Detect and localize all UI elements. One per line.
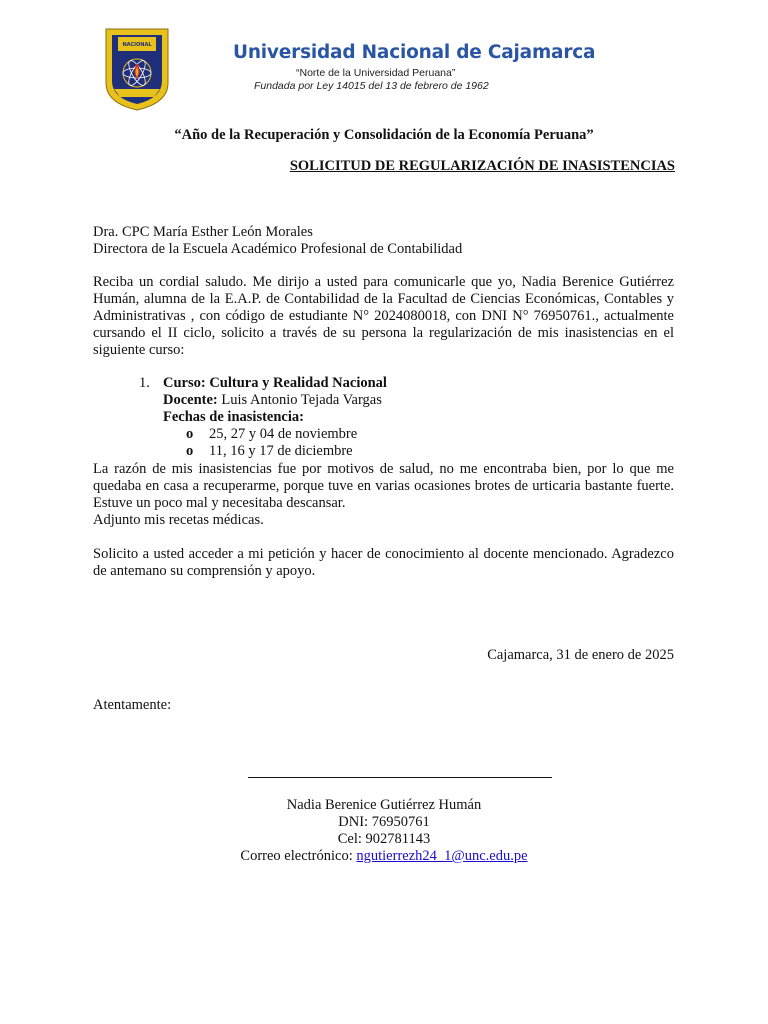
bullet-icon: o — [186, 443, 194, 459]
date-line: Cajamarca, 31 de enero de 2025 — [487, 647, 674, 663]
teacher-label: Docente: — [163, 392, 218, 408]
university-motto: “Norte de la Universidad Peruana” — [296, 67, 456, 79]
signer-name: Nadia Berenice Gutiérrez Humán — [286, 797, 482, 813]
logo-text-right: DE CAJAMARCA — [163, 59, 168, 87]
course-number: 1. — [139, 375, 150, 391]
course-name: Curso: Cultura y Realidad Nacional — [163, 375, 387, 391]
signer-phone: Cel: 902781143 — [337, 831, 431, 847]
absence-date-item: 11, 16 y 17 de diciembre — [209, 443, 353, 459]
logo-text-left: UNIVERSIDAD — [108, 60, 113, 86]
dates-label: Fechas de inasistencia: — [163, 409, 304, 425]
logo-text-top: NACIONAL — [122, 42, 152, 48]
teacher-line — [163, 392, 387, 409]
teacher-name: Luis Antonio Tejada Vargas — [217, 392, 382, 408]
university-name: Universidad Nacional de Cajamarca — [233, 42, 596, 63]
year-title: “Año de la Recuperación y Consolidación de la Economía Peruana” — [174, 127, 594, 143]
signature-line — [248, 777, 552, 778]
recipient-block — [93, 224, 674, 258]
document-title: SOLICITUD DE REGULARIZACIÓN DE INASISTENCIAS — [289, 158, 675, 174]
farewell: Atentamente: — [93, 697, 172, 713]
signer-dni: DNI: 76950761 — [338, 814, 430, 830]
university-logo — [104, 27, 170, 111]
recipient-name: Dra. CPC María Esther León Morales — [93, 224, 313, 240]
closing-paragraph: Solicito a usted acceder a mi petición y hacer de conocimiento al docente mencionado. Agradezco de antemano su comprensión y apoyo. — [93, 546, 674, 579]
email-label: Correo electrónico: — [240, 848, 357, 864]
reason-paragraph: La razón de mis inasistencias fue por motivos de salud, no me encontraba bien, por lo que me quedaba en casa a recuperarme, porque tuve en varias ocasiones brotes de urticaria bastante fuerte. Estuve un poco mal y necesitaba descansar. — [93, 461, 674, 511]
signer-email-line — [0, 848, 768, 865]
attachment-line: Adjunto mis recetas médicas. — [93, 512, 264, 528]
absence-date-item: 25, 27 y 04 de noviembre — [209, 426, 358, 442]
signature-block — [0, 797, 768, 865]
intro-paragraph: Reciba un cordial saludo. Me dirijo a usted para comunicarle que yo, Nadia Berenice Gutiérrez Humán, alumna de la E.A.P. de Contabilidad de la Facultad de Ciencias Económicas, Contables y Administrativas , con código de estudiante N° 2024080018, con DNI N° 76950761., actualmente cursando el II ciclo, solicito a través de su persona la regularización de mis inasistencias en el siguiente curso: — [93, 274, 674, 358]
email-link[interactable]: ngutierrezh24_1@unc.edu.pe — [356, 848, 528, 864]
course-details — [163, 375, 387, 426]
founded-line: Fundada por Ley 14015 del 13 de febrero de 1962 — [254, 80, 489, 92]
bullet-icon: o — [186, 426, 194, 442]
recipient-position: Directora de la Escuela Académico Profesional de Contabilidad — [93, 241, 463, 257]
